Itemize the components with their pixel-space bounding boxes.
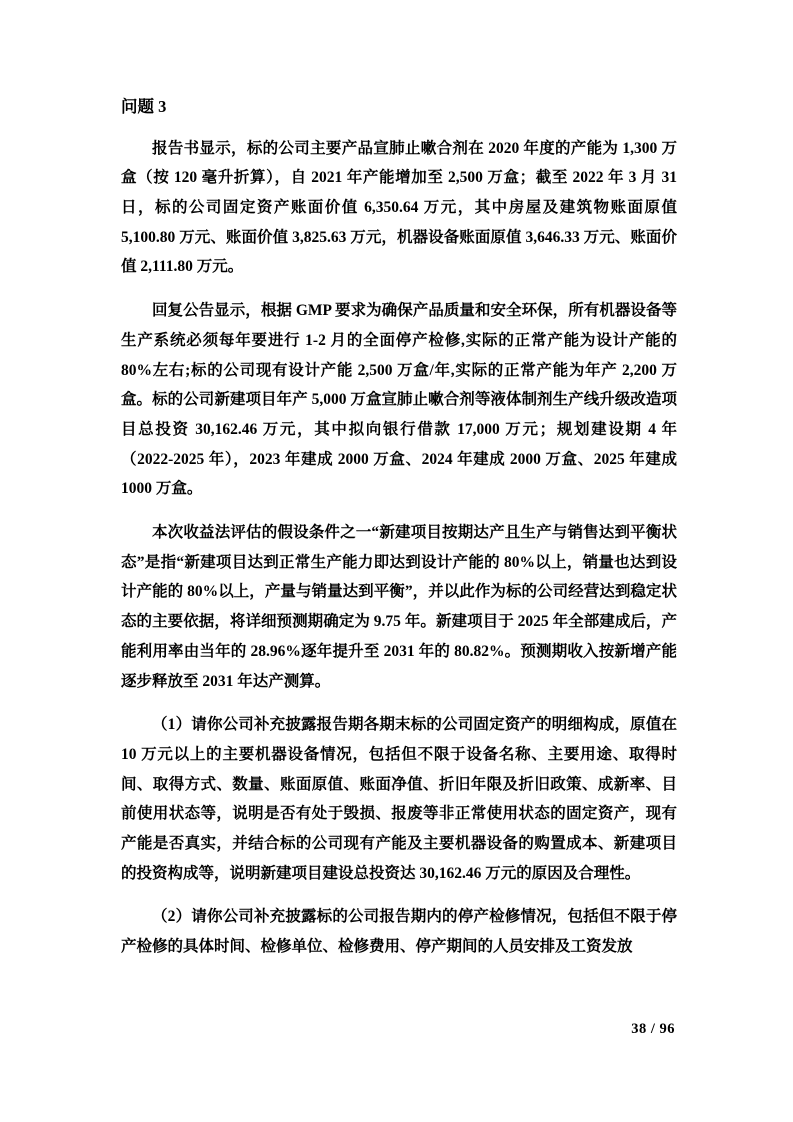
paragraph-report-summary: 报告书显示，标的公司主要产品宣肺止嗽合剂在 2020 年度的产能为 1,300 万盒（按 120 毫升折算），自 2021 年产能增加至 2,500 万盒；截至 2022 年 3 月 31 日，标的公司固定资产账面价值 6,350.64 万元，其中房屋及建筑物账面原值 5,100.80 万元、账面价值 3,825.63 万元，机器设备账面原值 3,646.33 万元、账面价值 2,111.80 万元。 [121, 139, 677, 276]
paragraph-request-1: （1）请你公司补充披露报告期各期末标的公司固定资产的明细构成，原值在 10 万元以上的主要机器设备情况，包括但不限于设备名称、主要用途、取得时间、取得方式、数量、账面原值、账面净值、折旧年限及折旧政策、成新率、目前使用状态等，说明是否有处于毁损、报废等非正常使用状态的固定资产，现有产能是否真实，并结合标的公司现有产能及主要机器设备的购置成本、新建项目的投资构成等，说明新建项目建设总投资达 30,162.46 万元的原因及合理性。 [121, 716, 677, 882]
paragraph-request-2: （2）请你公司补充披露标的公司报告期内的停产检修情况，包括但不限于停产检修的具体时间、检修单位、检修费用、停产期间的人员安排及工资发放 [121, 908, 677, 956]
paragraph-reply-announcement: 回复公告显示，根据 GMP 要求为确保产品质量和安全环保，所有机器设备等生产系统必须每年要进行 1-2 月的全面停产检修,实际的正常产能为设计产能的 80%左右;标的公司现有设计产能 2,500 万盒/年,实际的正常产能为年产 2,200 万盒。标的公司新建项目年产 5,000 万盒宣肺止嗽合剂等液体制剂生产线升级改造项目总投资 30,162.46 万元，其中拟向银行借款 17,000 万元；规划建设期 4 年（2022-2025 年），2023 年建成 2000 万盒、2024 年建成 2000 万盒、2025 年建成 1000 万盒。 [121, 302, 677, 498]
page-number: 38 / 96 [631, 1021, 675, 1037]
paragraph-valuation-assumption: 本次收益法评估的假设条件之一“新建项目按期达产且生产与销售达到平衡状态”是指“新建项目达到正常生产能力即达到设计产能的 80%以上，销量也达到设计产能的 80%以上，产量与销量达到平衡”，并以此作为标的公司经营达到稳定状态的主要依据，将详细预测期确定为 9.75 年。新建项目于 2025 年全部建成后，产能利用率由当年的 28.96%逐年提升至 2031 年的 80.82%。预测期收入按新增产能逐步释放至 2031 年达产测算。 [121, 524, 677, 690]
document-body [121, 92, 677, 976]
question-heading: 问题 3 [121, 97, 167, 116]
